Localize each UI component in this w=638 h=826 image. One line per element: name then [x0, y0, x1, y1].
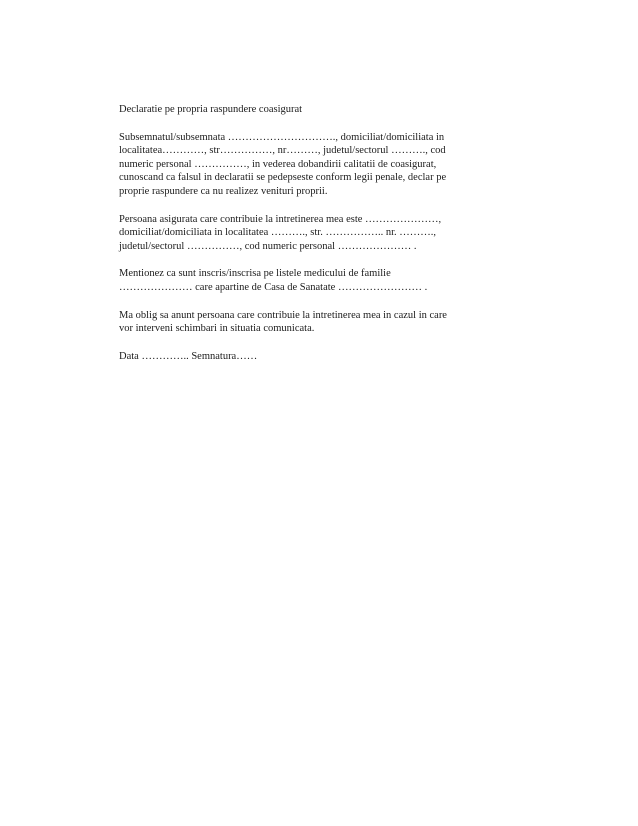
document-body — [119, 103, 519, 377]
insured-person-paragraph — [119, 213, 519, 254]
document-title: Declaratie pe propria raspundere coasigurat — [119, 104, 303, 115]
declarant-paragraph — [119, 131, 519, 199]
text-line: Data ………….. Semnatura…… — [119, 350, 258, 362]
text-line: Subsemnatul/subsemnata …………………………., domiciliat/domiciliata in — [119, 131, 445, 143]
text-line: domiciliat/domiciliata in localitatea ………., str. …………….. nr. ………., — [119, 227, 436, 239]
obligation-paragraph — [119, 309, 519, 336]
text-line: ………………… care apartine de Casa de Sanatate …………………… . — [119, 281, 428, 293]
family-doctor-paragraph — [119, 267, 519, 294]
text-line: Mentionez ca sunt inscris/inscrisa pe listele medicului de familie — [119, 268, 391, 280]
text-line: Ma oblig sa anunt persoana care contribuie la intretinerea mea in cazul in care — [119, 309, 447, 321]
text-line: proprie raspundere ca nu realizez venituri proprii. — [119, 185, 328, 197]
text-line: Persoana asigurata care contribuie la intretinerea mea este …………………, — [119, 213, 442, 225]
text-line: judetul/sectorul ……………, cod numeric personal ………………… . — [119, 240, 417, 252]
text-line: vor interveni schimbari in situatia comunicata. — [119, 323, 315, 335]
text-line: localitatea…………, str……………, nr………, judetul/sectorul ………., cod — [119, 145, 446, 157]
text-line: numeric personal ……………, in vederea dobandirii calitatii de coasigurat, — [119, 158, 437, 170]
text-line: cunoscand ca falsul in declaratii se pedepseste conform legii penale, declar pe — [119, 172, 447, 184]
date-signature-line — [119, 350, 519, 364]
